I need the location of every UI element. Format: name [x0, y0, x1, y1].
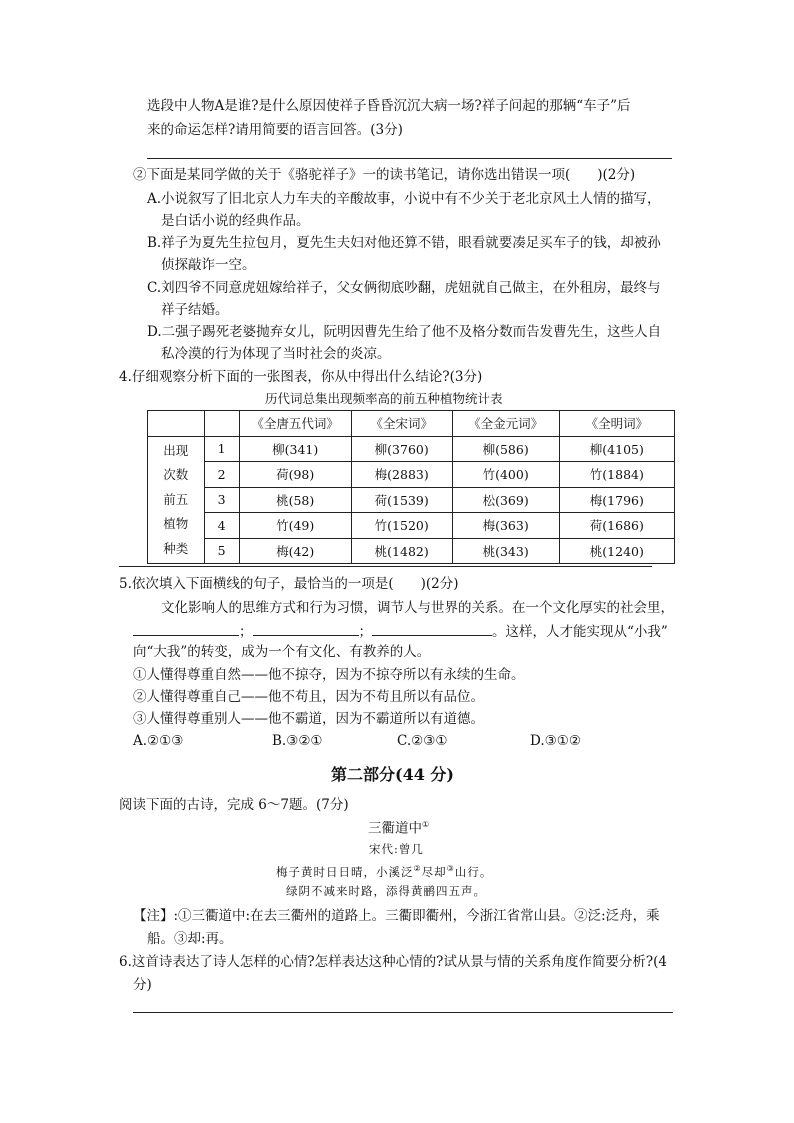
q3-text-line1: 选段中人物A是谁?是什么原因使祥子昏昏沉沉大病一场?祥子问起的那辆“车子”后 — [147, 98, 631, 114]
q5-passage-line2: ； ； 。这样，人才能实现从“小我” — [133, 621, 668, 640]
table-cell: 竹(1884) — [559, 462, 674, 488]
q3-text-line2: 来的命运怎样?请用简要的语言回答。(3分) — [147, 122, 403, 138]
plant-statistics-table — [147, 410, 675, 564]
table-cell: 桃(1482) — [351, 538, 452, 564]
fill-blank-1[interactable] — [133, 621, 239, 636]
category-char: 植物 — [163, 516, 189, 531]
table-cell: 松(369) — [452, 487, 559, 513]
option-c-line2: 祥子结婚。 — [161, 302, 229, 318]
q5-choice-d: D.③①② — [530, 733, 581, 749]
q5-passage-line3: 向“大我”的转变，成为一个有文化、有教养的人。 — [133, 644, 431, 660]
table-cell: 桃(1240) — [559, 538, 674, 564]
poem-note-line1: 【注】:①三衢道中:在去三衢州的道路上。三衢即衢州，今浙江省常山县。②泛:泛舟，乘 — [133, 908, 660, 924]
fill-blank-3[interactable] — [372, 621, 492, 636]
poem-intro: 阅读下面的古诗，完成 6～7题。(7分) — [119, 797, 349, 813]
q5-choice-c: C.②③① — [397, 733, 448, 749]
category-char: 次数 — [163, 467, 189, 482]
column-header: 《全明词》 — [559, 411, 674, 437]
option-d-line2: 私冷漠的行为体现了当时社会的炎凉。 — [161, 346, 391, 362]
q5-choice-a: A.②①③ — [133, 733, 184, 749]
table-row — [148, 436, 675, 462]
rank-cell: 3 — [204, 487, 239, 513]
table-cell: 竹(1520) — [351, 513, 452, 539]
rank-cell: 1 — [204, 436, 239, 462]
table-cell: 梅(2883) — [351, 462, 452, 488]
category-char: 前五 — [163, 491, 189, 507]
table-row — [148, 462, 675, 488]
category-char: 出现 — [163, 442, 189, 458]
table-cell: 竹(49) — [239, 513, 351, 539]
table-row — [148, 513, 675, 539]
q5-stem: 5.依次填入下面横线的句子，最恰当的一项是( )(2分) — [119, 576, 459, 592]
answer-line — [147, 158, 672, 159]
column-header: 《全唐五代词》 — [239, 411, 351, 437]
q6-stem-line1: 6.这首诗表达了诗人怎样的心情?怎样表达这种心情的?试从景与情的关系角度作简要分析?(4 — [119, 954, 667, 970]
empty-header-cell — [148, 411, 205, 437]
table-cell: 荷(1686) — [559, 513, 674, 539]
table-cell: 桃(58) — [239, 487, 351, 513]
table-header-row — [148, 411, 675, 437]
table-cell: 柳(586) — [452, 436, 559, 462]
poem-note-line2: 船。③却:再。 — [147, 931, 233, 947]
table-title: 历代词总集出现频率高的前五种植物统计表 — [265, 391, 503, 406]
table-cell: 梅(363) — [452, 513, 559, 539]
option-a-line2: 是白话小说的经典作品。 — [161, 213, 310, 229]
poem-title: 三衢道中① — [368, 820, 430, 837]
q5-choice-b: B.③②① — [272, 733, 323, 749]
rank-cell: 2 — [204, 462, 239, 488]
option-b-line2: 侦探敲诈一空。 — [161, 257, 256, 273]
answer-line — [119, 566, 652, 567]
empty-header-cell — [204, 411, 239, 437]
row-category-cell — [148, 436, 205, 564]
q6-stem-line2: 分) — [133, 977, 152, 993]
answer-line — [133, 1012, 673, 1013]
table-cell: 梅(1796) — [559, 487, 674, 513]
table-cell: 柳(4105) — [559, 436, 674, 462]
poem-line-2: 绿阴不减来时路，添得黄鹂四五声。 — [286, 884, 486, 898]
table-cell: 荷(98) — [239, 462, 351, 488]
q5-item-3: ③人懂得尊重别人——他不霸道，因为不霸道所以有道德。 — [133, 711, 484, 727]
table-cell: 桃(343) — [452, 538, 559, 564]
q3-2-stem: ②下面是某同学做的关于《骆驼祥子》一的读书笔记，请你选出错误一项( )(2分) — [133, 167, 636, 183]
table-cell: 荷(1539) — [351, 487, 452, 513]
q4-stem: 4.仔细观察分析下面的一张图表，你从中得出什么结论?(3分) — [119, 369, 483, 385]
rank-cell: 5 — [204, 538, 239, 564]
column-header: 《全宋词》 — [351, 411, 452, 437]
table-cell: 竹(400) — [452, 462, 559, 488]
q5-item-2: ②人懂得尊重自己——他不苟且，因为不苟且所以有品位。 — [133, 689, 484, 705]
q5-item-1: ①人懂得尊重自然——他不掠夺，因为不掠夺所以有永续的生命。 — [133, 667, 525, 683]
q5-passage-line1: 文化影响人的思维方式和行为习惯，调节人与世界的关系。在一个文化厚实的社会里， — [161, 600, 674, 616]
option-d-line1: D.二强子踢死老婆抛弃女儿，阮明因曹先生给了他不及格分数而告发曹先生，这些人自 — [147, 324, 662, 340]
part-two-heading: 第二部分(44 分) — [331, 765, 454, 784]
poem-author: 宋代:曾几 — [369, 842, 424, 856]
table-cell: 梅(42) — [239, 538, 351, 564]
category-char: 种类 — [163, 540, 189, 556]
fill-blank-2[interactable] — [253, 621, 359, 636]
table-cell: 柳(341) — [239, 436, 351, 462]
option-b-line1: B.祥子为夏先生拉包月，夏先生夫妇对他还算不错，眼看就要凑足买车子的钱，却被孙 — [147, 235, 661, 251]
poem-line-1: 梅子黄时日日晴，小溪泛②尽却③山行。 — [276, 864, 493, 879]
option-a-line1: A.小说叙写了旧北京人力车夫的辛酸故事，小说中有不少关于老北京风土人情的描写， — [147, 191, 661, 207]
table-row — [148, 538, 675, 564]
option-c-line1: C.刘四爷不同意虎妞嫁给祥子，父女俩彻底吵翻，虎妞就自己做主，在外租房，最终与 — [147, 280, 661, 296]
rank-cell: 4 — [204, 513, 239, 539]
table-cell: 柳(3760) — [351, 436, 452, 462]
column-header: 《全金元词》 — [452, 411, 559, 437]
table-row — [148, 487, 675, 513]
